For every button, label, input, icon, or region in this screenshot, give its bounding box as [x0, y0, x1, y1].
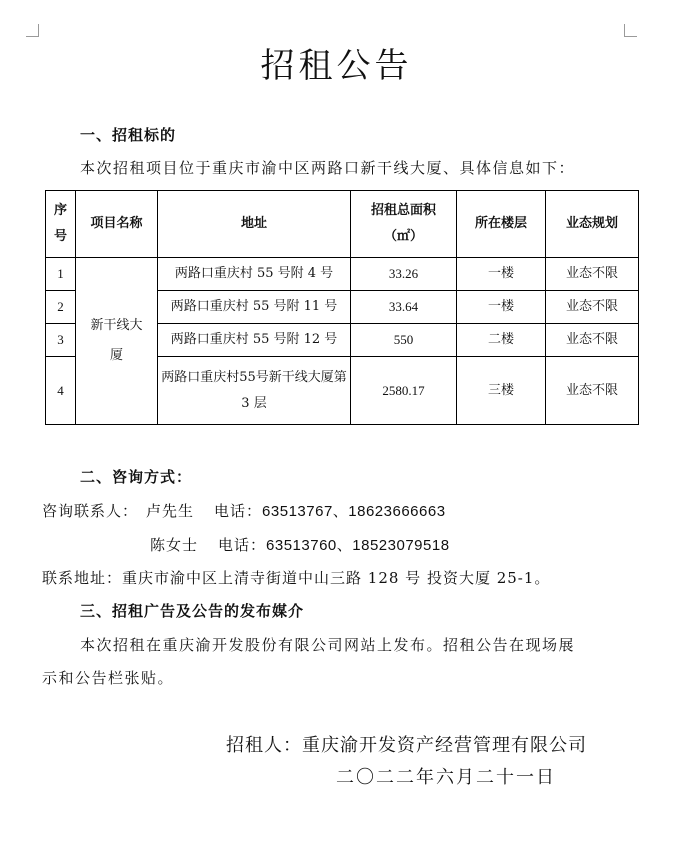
lessor-signature: 招租人：重庆渝开发资产经营管理有限公司 [226, 735, 587, 756]
contact-name: 卢先生 [146, 502, 195, 520]
phone-label: 电话： [218, 536, 267, 554]
cell-floor: 一楼 [457, 291, 546, 324]
header-area [351, 191, 457, 258]
section1-intro: 本次招租项目位于重庆市渝中区两路口新干线大厦、具体信息如下： [80, 159, 576, 177]
header-area-line2: （㎡） [383, 229, 423, 244]
address-label: 联系地址： [42, 569, 123, 587]
section3-line2: 示和公告栏张贴。 [42, 669, 175, 687]
section1-heading: 一、招租标的 [80, 126, 177, 144]
cell-business: 业态不限 [546, 291, 639, 324]
rental-table [45, 190, 639, 425]
contact-address: 重庆市渝中区上清寺街道中山三路 128 号 投资大厦 25-1。 [122, 569, 551, 587]
cell-area: 550 [351, 324, 457, 357]
document-title: 招租公告 [260, 46, 413, 86]
header-business: 业态规划 [546, 191, 639, 258]
contact-label: 咨询联系人： [42, 502, 139, 520]
contact-phones: 63513760、18523079518 [266, 537, 450, 554]
cell-address: 两路口重庆村 55 号附 4 号 [158, 258, 351, 291]
section3-line1: 本次招租在重庆渝开发股份有限公司网站上发布。招租公告在现场展 [80, 636, 576, 654]
contact-line-2 [150, 534, 450, 555]
cell-seq: 2 [46, 291, 76, 324]
header-project-name: 项目名称 [76, 191, 158, 258]
cell-address: 两路口重庆村55号新干线大厦第 3 层 [158, 357, 351, 425]
section2-heading: 二、咨询方式： [80, 468, 193, 486]
cell-seq: 4 [46, 357, 76, 425]
contact-address-line [42, 567, 550, 588]
cell-area: 2580.17 [351, 357, 457, 425]
cell-project-name: 新干线大厦 [76, 258, 158, 425]
cell-floor: 一楼 [457, 258, 546, 291]
header-address: 地址 [158, 191, 351, 258]
table-row [46, 258, 639, 291]
table-header-row [46, 191, 639, 258]
signature-date: 二〇二二年六月二十一日 [336, 767, 556, 788]
header-seq: 序号 [46, 191, 76, 258]
cell-address: 两路口重庆村 55 号附 11 号 [158, 291, 351, 324]
section3-heading: 三、招租广告及公告的发布媒介 [80, 602, 305, 620]
phone-label: 电话： [214, 502, 263, 520]
page-corner-mark-top-right [624, 24, 637, 37]
cell-area: 33.26 [351, 258, 457, 291]
header-floor: 所在楼层 [457, 191, 546, 258]
cell-business: 业态不限 [546, 324, 639, 357]
contact-line-1 [42, 500, 446, 521]
page-corner-mark-top-left [26, 24, 39, 37]
header-area-line1: 招租总面积 [370, 203, 436, 218]
cell-address: 两路口重庆村 55 号附 12 号 [158, 324, 351, 357]
contact-phones: 63513767、18623666663 [262, 503, 446, 520]
cell-floor: 三楼 [457, 357, 546, 425]
cell-business: 业态不限 [546, 357, 639, 425]
cell-seq: 3 [46, 324, 76, 357]
cell-floor: 二楼 [457, 324, 546, 357]
cell-seq: 1 [46, 258, 76, 291]
cell-business: 业态不限 [546, 258, 639, 291]
cell-area: 33.64 [351, 291, 457, 324]
contact-name: 陈女士 [150, 536, 199, 554]
